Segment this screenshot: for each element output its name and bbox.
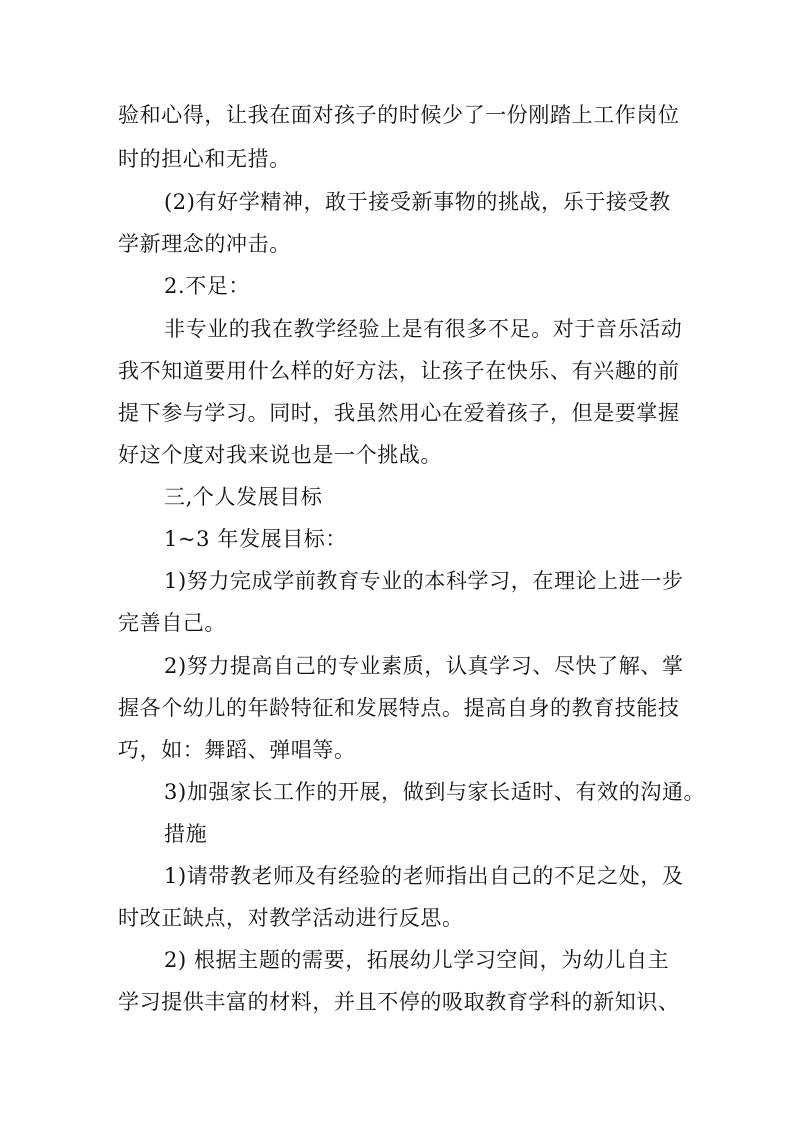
paragraph-line: 3)加强家长工作的开展，做到与家长适时、有效的沟通。 [164, 780, 706, 804]
section-heading: 措施 [164, 822, 208, 846]
paragraph-line: 学新理念的冲击。 [118, 232, 291, 256]
paragraph-line: 2) 根据主题的需要，拓展幼儿学习空间，为幼儿自主 [164, 948, 670, 972]
paragraph-line: 1)请带教老师及有经验的老师指出自己的不足之处，及 [164, 864, 684, 888]
paragraph-line: 提下参与学习。同时，我虽然用心在爱着孩子，但是要掌握 [118, 401, 680, 425]
paragraph-line: 时改正缺点，对教学活动进行反思。 [118, 906, 464, 930]
paragraph-line: 巧，如：舞蹈、弹唱等。 [118, 738, 356, 762]
paragraph-line: 握各个幼儿的年龄特征和发展特点。提高自身的教育技能技 [118, 696, 680, 720]
paragraph-line: (2)有好学精神，敢于接受新事物的挑战，乐于接受教 [164, 190, 671, 214]
paragraph-line: 2)努力提高自己的专业素质，认真学习、尽快了解、掌 [164, 654, 684, 678]
paragraph-line: 我不知道要用什么样的好方法，让孩子在快乐、有兴趣的前 [118, 359, 680, 383]
paragraph-line: 学习提供丰富的材料，并且不停的吸取教育学科的新知识、 [118, 990, 680, 1014]
paragraph-line: 好这个度对我来说也是一个挑战。 [118, 443, 442, 467]
paragraph-line: 时的担心和无措。 [118, 147, 291, 171]
section-heading: 三,个人发展目标 [164, 485, 323, 509]
paragraph-line: 验和心得，让我在面对孩子的时候少了一份刚踏上工作岗位 [118, 103, 680, 127]
paragraph-line: 1)努力完成学前教育专业的本科学习，在理论上进一步 [164, 569, 684, 593]
paragraph-line: 完善自己。 [118, 611, 226, 635]
paragraph-line: 非专业的我在教学经验上是有很多不足。对于音乐活动 [164, 317, 683, 341]
section-heading: 2.不足： [164, 274, 251, 298]
section-heading: 1~3 年发展目标： [164, 527, 347, 551]
